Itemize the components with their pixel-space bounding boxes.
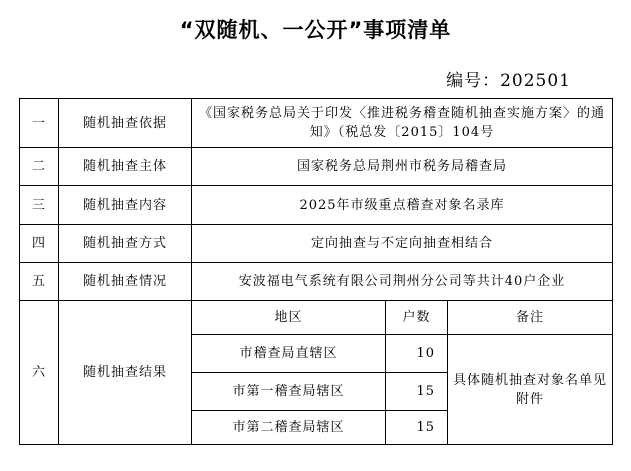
- row-item: 随机抽查依据: [59, 99, 192, 148]
- row-number: 五: [20, 263, 59, 301]
- area-column-header: 地区: [192, 301, 386, 335]
- row-number: 三: [20, 186, 59, 225]
- result-count: 15: [386, 373, 448, 411]
- table-row: [20, 263, 613, 301]
- row-value: 2025年市级重点稽查对象名录库: [192, 186, 613, 225]
- result-count: 10: [386, 335, 448, 373]
- row-item: 随机抽查主体: [59, 148, 192, 186]
- result-area: 市稽查局直辖区: [192, 335, 386, 373]
- row-value: 《国家税务总局关于印发〈推进税务稽查随机抽查实施方案〉的通知》（税总发〔2015〕104号: [192, 99, 613, 148]
- row-value: 国家税务总局荆州市税务局稽查局: [192, 148, 613, 186]
- note-column-header: 备注: [448, 301, 613, 335]
- result-area: 市第一稽查局辖区: [192, 373, 386, 411]
- serial-number: 编号：202501: [446, 71, 571, 91]
- checklist-table: [19, 98, 613, 445]
- row-value: 定向抽查与不定向抽查相结合: [192, 225, 613, 263]
- row-number: 一: [20, 99, 59, 148]
- table-row: [20, 186, 613, 225]
- document-title: “双随机、一公开”事项清单: [179, 18, 452, 42]
- result-count: 15: [386, 411, 448, 445]
- row-value: 安波福电气系统有限公司荆州分公司等共计40户企业: [192, 263, 613, 301]
- table-row: [20, 225, 613, 263]
- row-item: 随机抽查情况: [59, 263, 192, 301]
- count-column-header: 户数: [386, 301, 448, 335]
- result-header-row: [20, 301, 613, 335]
- table-row: [20, 148, 613, 186]
- row-number: 四: [20, 225, 59, 263]
- result-area: 市第二稽查局辖区: [192, 411, 386, 445]
- row-number: 六: [20, 301, 59, 445]
- row-item: 随机抽查内容: [59, 186, 192, 225]
- row-item: 随机抽查结果: [59, 301, 192, 445]
- row-number: 二: [20, 148, 59, 186]
- row-item: 随机抽查方式: [59, 225, 192, 263]
- table-row: [20, 99, 613, 148]
- result-note: 具体随机抽查对象名单见附件: [448, 335, 613, 445]
